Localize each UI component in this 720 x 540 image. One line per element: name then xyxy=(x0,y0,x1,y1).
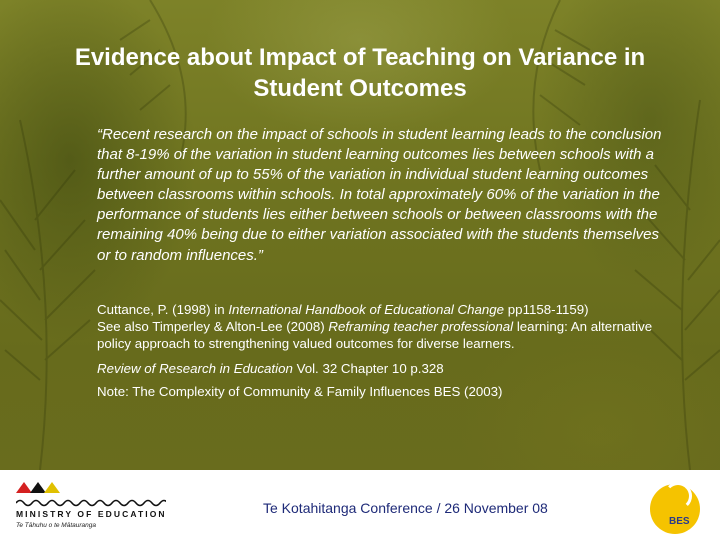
research-quote: “Recent research on the impact of schools in student learning leads to the conclusion that 8-19% of the variation in student learning outcomes lies between schools with a further amount of up to 55% of the variation in individual student learning outcomes between classrooms within schools. In total approximately 60% of the variation in the performance of students lies either between schools or between classrooms with the remaining 40% being due to either variation associated with the students themselves or to random influences.” xyxy=(97,126,662,264)
footer-bar xyxy=(0,470,720,540)
bes-logo-text: BES xyxy=(669,516,690,527)
reference-see-also xyxy=(97,318,669,352)
reference-note: Note: The Complexity of Community & Family Influences BES (2003) xyxy=(97,383,503,399)
bes-arc-icon xyxy=(664,482,692,510)
slide-title: Evidence about Impact of Teaching on Variance in Student Outcomes xyxy=(74,44,646,102)
reference-cuttance xyxy=(97,301,669,318)
reference-review-rest: Vol. 32 Chapter 10 p.328 xyxy=(292,360,444,376)
references xyxy=(97,301,669,400)
ministry-maori-name: Te Tāhuhu o te Mātauranga xyxy=(16,522,96,529)
reference-review xyxy=(97,360,669,377)
reference-cuttance-pages: pp1158-1159) xyxy=(504,302,589,317)
bes-logo xyxy=(646,480,704,538)
reference-cuttance-book: International Handbook of Educational Change xyxy=(228,302,505,317)
reference-review-journal: Review of Research in Education xyxy=(97,360,293,376)
reference-see-also-title: Reframing teacher professional xyxy=(328,319,514,335)
conference-footer-text: Te Kotahitanga Conference / 26 November 08 xyxy=(263,500,548,516)
reference-see-also-prefix: See also Timperley & Alton-Lee (2008) xyxy=(97,319,329,335)
reference-see-also-rest: learning: An alternative policy approach to strengthening valued outcomes for diverse learners. xyxy=(97,319,653,352)
ministry-of-education-logo-text: MINISTRY OF EDUCATION xyxy=(16,509,167,519)
reference-cuttance-prefix: Cuttance, P. (1998) in xyxy=(97,302,229,317)
ministry-wave-icon xyxy=(16,498,166,508)
